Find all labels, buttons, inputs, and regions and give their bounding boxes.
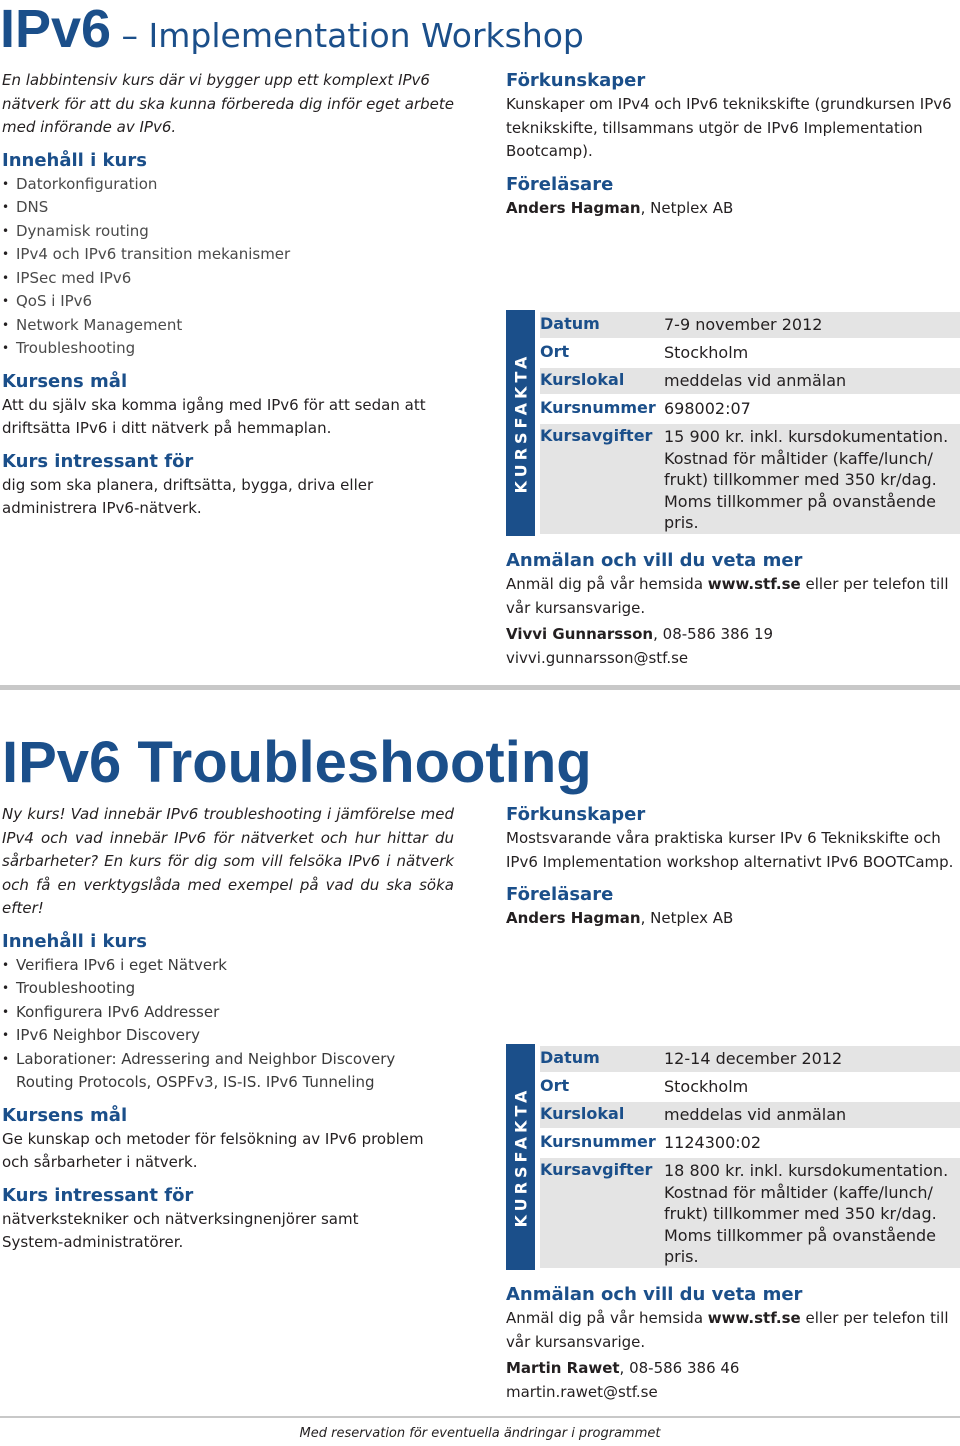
workshop-lecturer-heading: Föreläsare <box>506 173 614 195</box>
workshop-goal-heading: Kursens mål <box>2 370 128 392</box>
troubleshooting-fact-date <box>540 1046 960 1072</box>
troubleshooting-lecturer-name: Anders Hagman <box>506 909 641 927</box>
list-item: • Laborationer: Adressering and Neighbor Discovery Routing Protocols, OSPFv3, IS-IS. IPv6 Tunneling <box>2 1048 396 1095</box>
troubleshooting-fact-place <box>540 1074 960 1100</box>
fact-label: Kursnummer <box>540 398 656 417</box>
troubleshooting-signup-heading: Anmälan och vill du veta mer <box>506 1284 803 1305</box>
troubleshooting-right-column <box>506 803 956 931</box>
workshop-audience-heading: Kurs intressant för <box>2 450 194 472</box>
troubleshooting-content-heading: Innehåll i kurs <box>2 930 147 952</box>
troubleshooting-content-list <box>2 954 454 1095</box>
list-item: • Troubleshooting <box>2 977 454 1001</box>
troubleshooting-facts-box <box>506 1044 960 1270</box>
signup-post: eller per telefon till vår kursansvarige. <box>506 575 949 617</box>
troubleshooting-fact-room <box>540 1102 960 1128</box>
workshop-fact-date <box>540 312 960 338</box>
section-divider <box>0 685 960 690</box>
list-item: • Datorkonfiguration <box>2 173 464 197</box>
signup-post: eller per telefon till vår kursansvarige. <box>506 1309 949 1351</box>
workshop-audience-text: dig som ska planera, driftsätta, bygga, driva eller administrera IPv6-nätverk. <box>2 475 374 517</box>
workshop-signup-text <box>506 573 956 620</box>
troubleshooting-prereq-text: Mostsvarande våra praktiska kurser IPv 6 Teknikskifte och IPv6 Implementation workshop alternativt IPv6 BOOTCamp. <box>506 829 954 871</box>
troubleshooting-lecturer <box>506 907 956 931</box>
workshop-contact <box>506 623 956 670</box>
troubleshooting-intro: Ny kurs! Vad innebär IPv6 troubleshooting i jämförelse med IPv4 och vad innebär IPv6 för nätverket och hur hittar du sårbarheter? En kurs för dig som vill felsöka IPv6 i nätverk och få en verktygslåda med exempel på vad du ska söka efter! <box>2 805 454 917</box>
contact-name: Vivvi Gunnarsson <box>506 625 654 643</box>
workshop-title <box>0 0 584 59</box>
workshop-content-heading: Innehåll i kurs <box>2 149 147 171</box>
signup-link[interactable]: www.stf.se <box>707 1309 801 1327</box>
list-item: • IPv6 Neighbor Discovery <box>2 1024 454 1048</box>
fact-label: Ort <box>540 1076 570 1095</box>
footer-rule <box>0 1416 960 1418</box>
troubleshooting-lecturer-company: , Netplex AB <box>640 909 734 927</box>
troubleshooting-fact-number <box>540 1130 960 1156</box>
fact-value: 18 800 kr. inkl. kursdokumentation. Kostnad för måltider (kaffe/lunch/ frukt) tillkommer med 350 kr/dag. Moms tillkommer på ovanstående pris. <box>664 1161 949 1266</box>
fact-label: Kursavgifter <box>540 1160 653 1179</box>
workshop-title-main: IPv6 <box>0 0 112 59</box>
fact-value: 1124300:02 <box>664 1133 762 1152</box>
workshop-signup-heading: Anmälan och vill du veta mer <box>506 550 803 571</box>
workshop-fact-place <box>540 340 960 366</box>
troubleshooting-lecturer-heading: Föreläsare <box>506 884 614 905</box>
signup-pre: Anmäl dig på vår hemsida <box>506 575 708 593</box>
troubleshooting-prereq-heading: Förkunskaper <box>506 804 646 825</box>
workshop-goal-text: Att du själv ska komma igång med IPv6 för att sedan att driftsätta IPv6 i ditt nätverk på hemmaplan. <box>2 395 426 437</box>
workshop-fact-room <box>540 368 960 394</box>
troubleshooting-title: IPv6 Troubleshooting <box>2 730 592 795</box>
signup-link[interactable]: www.stf.se <box>707 575 801 593</box>
workshop-signup <box>506 549 956 670</box>
fact-value: 698002:07 <box>664 399 751 418</box>
list-item: • Konfigurera IPv6 Addresser <box>2 1001 454 1025</box>
workshop-fact-number <box>540 396 960 422</box>
workshop-right-column <box>506 69 956 220</box>
fact-label: Kurslokal <box>540 370 625 389</box>
contact-phone: , 08-586 386 46 <box>619 1359 740 1377</box>
fact-label: Kurslokal <box>540 1104 625 1123</box>
list-item: • Verifiera IPv6 i eget Nätverk <box>2 954 454 978</box>
list-item: • Network Management <box>2 314 464 338</box>
fact-label: Kursavgifter <box>540 426 653 445</box>
list-item: • Dynamisk routing <box>2 220 464 244</box>
list-item: • Troubleshooting <box>2 337 464 361</box>
footer-text: Med reservation för eventuella ändringar i programmet <box>299 1426 661 1441</box>
troubleshooting-contact <box>506 1357 956 1404</box>
workshop-facts-box <box>506 310 960 536</box>
workshop-lecturer-name: Anders Hagman <box>506 198 641 217</box>
workshop-prereq-heading: Förkunskaper <box>506 70 646 91</box>
troubleshooting-goal-text: Ge kunskap och metoder för felsökning av IPv6 problem och sårbarheter i nätverk. <box>2 1129 424 1171</box>
fact-value: meddelas vid anmälan <box>664 371 847 390</box>
troubleshooting-facts-sidebar <box>506 1044 535 1270</box>
troubleshooting-signup-text <box>506 1307 956 1354</box>
workshop-lecturer-company: , Netplex AB <box>640 198 734 217</box>
workshop-fact-fee <box>540 424 960 534</box>
fact-value: 12-14 december 2012 <box>664 1049 843 1068</box>
troubleshooting-audience-text: nätverkstekniker och nätverksingnenjörer samt System-administratörer. <box>2 1209 359 1251</box>
list-item: • IPv4 och IPv6 transition mekanismer <box>2 243 464 267</box>
signup-pre: Anmäl dig på vår hemsida <box>506 1309 708 1327</box>
fact-label: Datum <box>540 314 600 333</box>
workshop-title-sub: – Implementation Workshop <box>121 16 584 55</box>
workshop-facts-sidebar-label: KURSFAKTA <box>511 352 530 494</box>
workshop-content-list <box>2 173 464 361</box>
fact-label: Datum <box>540 1048 600 1067</box>
fact-value: Stockholm <box>664 343 749 362</box>
page-footer <box>0 1416 960 1446</box>
fact-label: Ort <box>540 342 570 361</box>
workshop-left-column <box>2 69 464 521</box>
troubleshooting-left-column <box>2 803 454 1255</box>
list-item: • IPSec med IPv6 <box>2 267 464 291</box>
workshop-lecturer <box>506 197 956 221</box>
list-item: • QoS i IPv6 <box>2 290 464 314</box>
contact-email[interactable]: martin.rawet@stf.se <box>506 1382 658 1401</box>
fact-value: Stockholm <box>664 1077 749 1096</box>
contact-name: Martin Rawet <box>506 1359 620 1377</box>
contact-phone: , 08-586 386 19 <box>653 625 774 643</box>
troubleshooting-facts-sidebar-label: KURSFAKTA <box>511 1086 530 1228</box>
workshop-intro: En labbintensiv kurs där vi bygger upp ett komplext IPv6 nätverk för att du ska kunna förbereda dig inför eget arbete med införande av IPv6. <box>2 71 454 136</box>
troubleshooting-audience-heading: Kurs intressant för <box>2 1184 194 1206</box>
troubleshooting-signup <box>506 1283 956 1404</box>
workshop-prereq-text: Kunskaper om IPv4 och IPv6 teknikskifte (grundkursen IPv6 teknikskifte, tillsammans utgör de IPv6 Implementation Bootcamp). <box>506 95 952 160</box>
troubleshooting-goal-heading: Kursens mål <box>2 1104 128 1126</box>
fact-value: meddelas vid anmälan <box>664 1105 847 1124</box>
fact-label: Kursnummer <box>540 1132 656 1151</box>
contact-email[interactable]: vivvi.gunnarsson@stf.se <box>506 648 689 667</box>
troubleshooting-fact-fee <box>540 1158 960 1268</box>
list-item: • DNS <box>2 196 464 220</box>
workshop-facts-sidebar <box>506 310 535 536</box>
fact-value: 15 900 kr. inkl. kursdokumentation. Kostnad för måltider (kaffe/lunch/ frukt) tillkommer med 350 kr/dag. Moms tillkommer på ovanstående pris. <box>664 427 949 532</box>
fact-value: 7-9 november 2012 <box>664 315 823 334</box>
